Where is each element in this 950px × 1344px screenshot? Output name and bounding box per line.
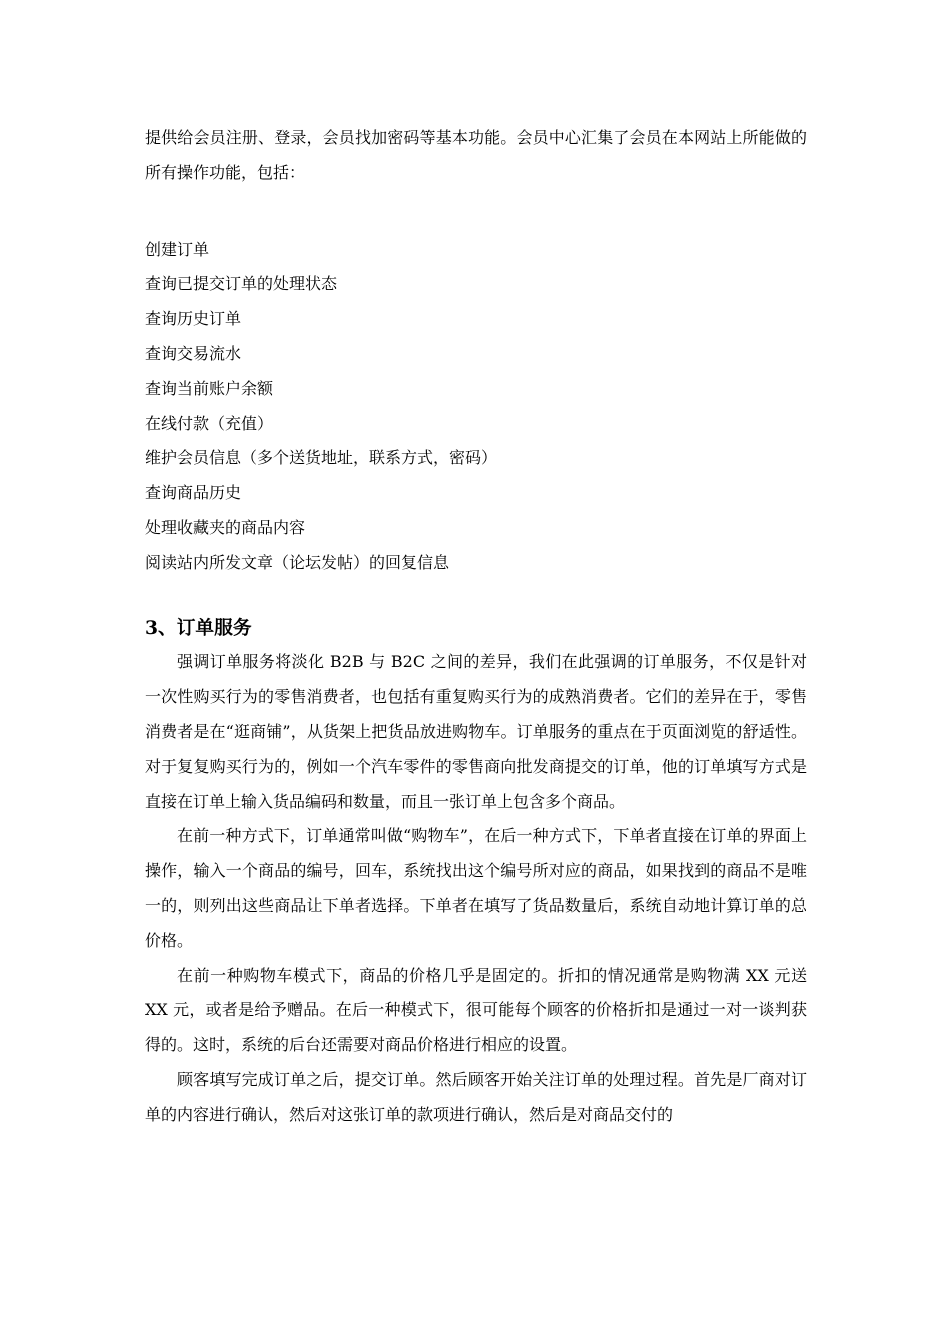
list-item: 查询历史订单 <box>145 309 242 329</box>
section-heading: 3、订单服务 <box>145 616 252 639</box>
member-feature-list <box>145 233 807 581</box>
body-paragraph: 在前一种购物车模式下，商品的价格几乎是固定的。折扣的情况通常是购物满 XX 元送 XX 元，或者是给予赠品。在后一种模式下，很可能每个顾客的价格折扣是通过一对一谈判获得的。这时，系统的后台还需要对商品价格进行相应的设置。 <box>145 965 807 1055</box>
list-item: 处理收藏夹的商品内容 <box>145 517 306 537</box>
body-paragraph: 顾客填写完成订单之后，提交订单。然后顾客开始关注订单的处理过程。首先是厂商对订单的内容进行确认，然后对这张订单的款项进行确认，然后是对商品交付的 <box>145 1069 807 1124</box>
list-item: 维护会员信息（多个送货地址，联系方式，密码） <box>145 448 498 468</box>
list-item: 创建订单 <box>145 239 210 259</box>
list-item: 查询商品历史 <box>145 483 242 503</box>
body-paragraph: 在前一种方式下，订单通常叫做“购物车”，在后一种方式下，下单者直接在订单的界面上操作，输入一个商品的编号，回车，系统找出这个编号所对应的商品，如果找到的商品不是唯一的，则列出这些商品让下单者选择。下单者在填写了货品数量后，系统自动地计算订单的总价格。 <box>145 826 807 950</box>
intro-paragraph: 提供给会员注册、登录，会员找加密码等基本功能。会员中心汇集了会员在本网站上所能做的所有操作功能，包括： <box>145 128 807 182</box>
list-item: 查询已提交订单的处理状态 <box>145 274 338 294</box>
list-item: 在线付款（充值） <box>145 413 274 433</box>
list-item: 阅读站内所发文章（论坛发帖）的回复信息 <box>145 552 450 572</box>
list-item: 查询当前账户余额 <box>145 378 274 398</box>
body-paragraph: 强调订单服务将淡化 B2B 与 B2C 之间的差异，我们在此强调的订单服务，不仅是针对一次性购买行为的零售消费者，也包括有重复购买行为的成熟消费者。它们的差异在于，零售消费者是在“逛商铺”，从货架上把货品放进购物车。订单服务的重点在于页面浏览的舒适性。对于复复购买行为的，例如一个汽车零件的零售商向批发商提交的订单，他的订单填写方式是直接在订单上输入货品编码和数量，而且一张订单上包含多个商品。 <box>145 652 807 811</box>
list-item: 查询交易流水 <box>145 343 242 363</box>
document-page <box>145 121 807 1133</box>
